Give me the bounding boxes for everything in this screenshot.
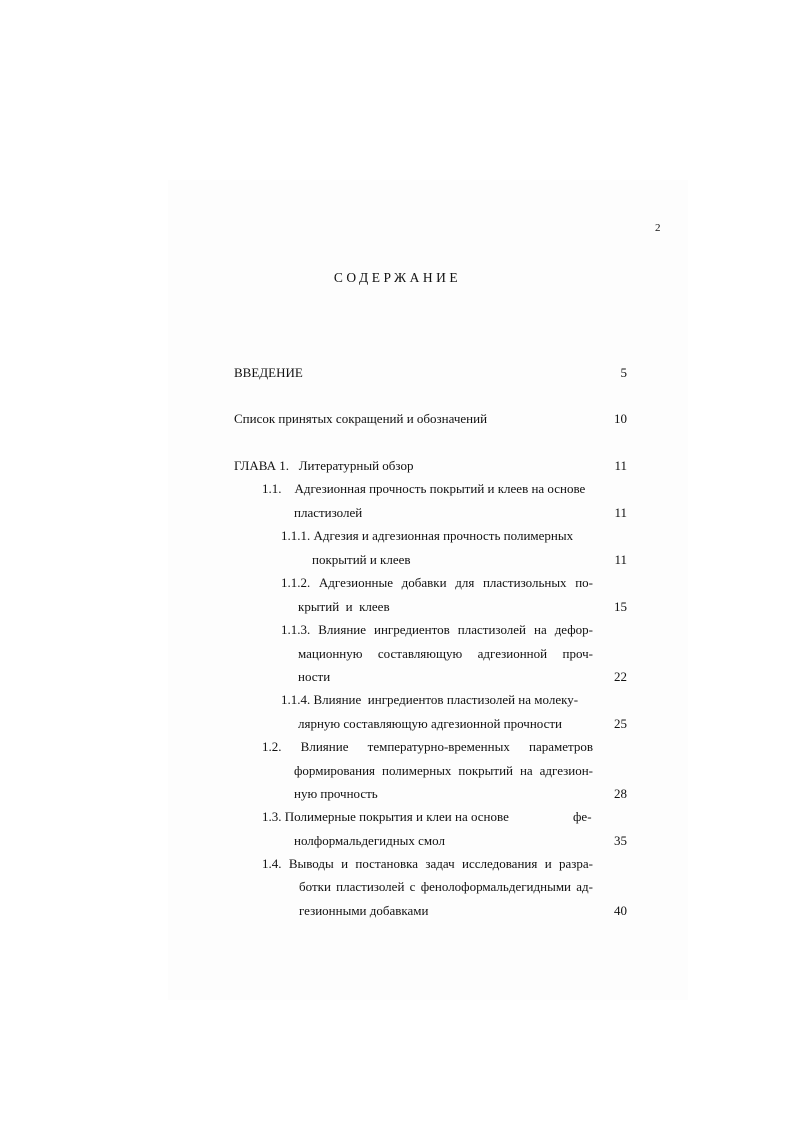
toc-entry-1-2-line2: формирования полимерных покрытий на адгезион- — [294, 763, 593, 778]
toc-entry-1-1-1-line1: 1.1.1. Адгезия и адгезионная прочность полимерных — [281, 528, 574, 543]
toc-page-1-3: 35 — [614, 833, 627, 848]
toc-page-intro: 5 — [620, 365, 627, 380]
toc-entry-1-1-line1: 1.1. Адгезионная прочность покрытий и клеев на основе — [262, 481, 586, 496]
toc-entry-1-3-line1-end: фе- — [573, 809, 592, 824]
toc-entry-1-3-line2: нолформальдегидных смол — [294, 833, 445, 848]
toc-page-1-1: 11 — [614, 505, 627, 520]
toc-page-1-1-2: 15 — [614, 599, 627, 614]
toc-entry-1-2-line1: 1.2. Влияние температурно-временных параметров — [262, 739, 593, 754]
page-number: 2 — [655, 222, 661, 234]
toc-entry-1-4-line3: гезионными добавками — [299, 903, 429, 918]
toc-entry-1-1-line2: пластизолей — [294, 505, 363, 520]
toc-entry-1-1-4-line1: 1.1.4. Влияние ингредиентов пластизолей на молеку- — [281, 692, 579, 707]
page-title: СОДЕРЖАНИЕ — [333, 270, 462, 285]
toc-entry-1-1-1-line2: покрытий и клеев — [312, 552, 411, 567]
toc-entry-abbrev: Список принятых сокращений и обозначений — [234, 411, 488, 426]
toc-page-1-1-4: 25 — [614, 716, 627, 731]
toc-entry-1-3-line1: 1.3. Полимерные покрытия и клеи на основе — [262, 809, 509, 824]
toc-entry-intro: ВВЕДЕНИЕ — [234, 365, 303, 380]
toc-entry-1-4-line1: 1.4. Выводы и постановка задач исследования и разра- — [262, 856, 593, 871]
toc-page-chapter-1: 11 — [614, 458, 627, 473]
toc-entry-1-1-2-line1: 1.1.2. Адгезионные добавки для пластизольных по- — [281, 575, 593, 590]
toc-page-1-1-1: 11 — [614, 552, 627, 567]
toc-entry-1-4-line2: ботки пластизолей с фенолоформальдегидными ад- — [299, 879, 593, 894]
toc-entry-1-2-line3: ную прочность — [294, 786, 378, 801]
toc-page-1-2: 28 — [614, 786, 627, 801]
toc-page-1-4: 40 — [614, 903, 627, 918]
toc-entry-1-1-2-line2: крытий и клеев — [298, 599, 390, 614]
toc-page-1-1-3: 22 — [614, 669, 627, 684]
toc-page-abbrev: 10 — [614, 411, 627, 426]
toc-entry-1-1-3-line1: 1.1.3. Влияние ингредиентов пластизолей на дефор- — [281, 622, 593, 637]
toc-entry-1-1-4-line2: лярную составляющую адгезионной прочности — [298, 716, 563, 731]
toc-entry-1-1-3-line3: ности — [298, 669, 331, 684]
toc-entry-chapter-1: ГЛАВА 1. Литературный обзор — [234, 458, 414, 473]
toc-entry-1-1-3-line2: мационную составляющую адгезионной проч- — [298, 646, 593, 661]
